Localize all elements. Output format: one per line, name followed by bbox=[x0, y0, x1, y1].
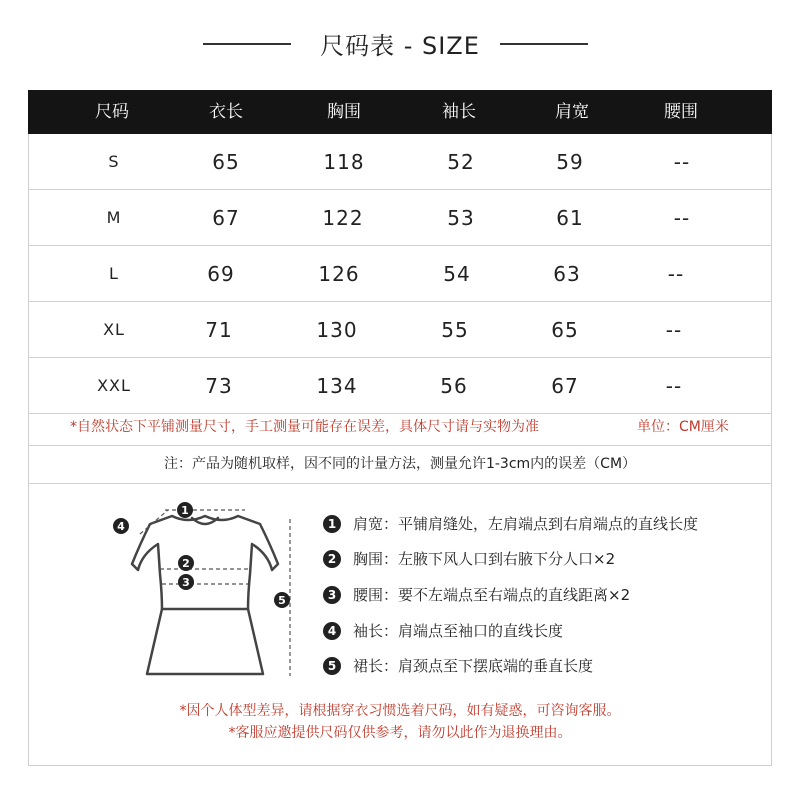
marker-3-label: 3 bbox=[182, 576, 190, 589]
legend-text-4: 袖长：肩端点至袖口的直线长度 bbox=[353, 622, 564, 640]
header-waist: 腰围 bbox=[664, 102, 698, 122]
diagram-marker-3 bbox=[178, 574, 194, 590]
legend-text-5: 裙长：肩颈点至下摆底端的垂直长度 bbox=[353, 657, 594, 675]
table-row bbox=[28, 134, 772, 190]
cell-waist: -- bbox=[665, 318, 683, 342]
diagram-marker-1 bbox=[177, 502, 193, 518]
unit-note: 单位：CM厘米 bbox=[637, 419, 729, 435]
title-bar bbox=[0, 22, 800, 66]
legend-number-1: 1 bbox=[323, 515, 341, 533]
legend-text-1: 肩宽：平铺肩缝处，左肩端点到右肩端点的直线长度 bbox=[353, 515, 699, 533]
title-divider-right bbox=[500, 43, 588, 45]
cell-length: 67 bbox=[212, 206, 240, 230]
cell-sleeve: 53 bbox=[447, 206, 475, 230]
cell-length: 73 bbox=[205, 374, 233, 398]
header-length: 衣长 bbox=[209, 102, 243, 122]
marker-1-label: 1 bbox=[181, 504, 189, 517]
cell-shoulder: 63 bbox=[553, 262, 581, 286]
measure-note-text: *自然状态下平铺测量尺寸，手工测量可能存在误差，具体尺寸请与实物为准 bbox=[70, 419, 539, 435]
cell-size: XXL bbox=[97, 376, 131, 395]
cell-length: 71 bbox=[205, 318, 233, 342]
cell-chest: 130 bbox=[316, 318, 358, 342]
legend-number-5: 5 bbox=[323, 657, 341, 675]
cell-chest: 126 bbox=[318, 262, 360, 286]
cell-size: XL bbox=[103, 320, 125, 339]
cell-waist: -- bbox=[673, 206, 691, 230]
cell-shoulder: 59 bbox=[556, 150, 584, 174]
legend-number-2: 2 bbox=[323, 550, 341, 568]
size-table-header bbox=[28, 90, 772, 134]
header-chest: 胸围 bbox=[327, 102, 361, 122]
legend-text-2: 胸围：左腋下风人口到右腋下分人口×2 bbox=[353, 550, 616, 568]
legend-text-3: 腰围：要不左端点至右端点的直线距离×2 bbox=[353, 586, 631, 604]
cell-waist: -- bbox=[667, 262, 685, 286]
cell-chest: 122 bbox=[322, 206, 364, 230]
cell-size: M bbox=[106, 208, 122, 227]
table-row bbox=[28, 358, 772, 414]
header-shoulder: 肩宽 bbox=[555, 102, 589, 122]
cell-chest: 118 bbox=[323, 150, 365, 174]
marker-2-label: 2 bbox=[182, 557, 190, 570]
sample-note: 注：产品为随机取样，因不同的计量方法，测量允许1-3cm内的误差（CM） bbox=[28, 446, 772, 484]
cell-sleeve: 55 bbox=[441, 318, 469, 342]
cell-length: 69 bbox=[207, 262, 235, 286]
diagram-marker-4 bbox=[113, 518, 129, 534]
header-sleeve: 袖长 bbox=[442, 102, 476, 122]
cell-chest: 134 bbox=[316, 374, 358, 398]
measure-note bbox=[28, 414, 772, 446]
cell-sleeve: 54 bbox=[443, 262, 471, 286]
footer-note-2: *客服应邀提供尺码仅供参考，请勿以此作为退换理由。 bbox=[228, 725, 572, 741]
table-row bbox=[28, 302, 772, 358]
dress-outline bbox=[132, 516, 278, 674]
marker-5-label: 5 bbox=[278, 594, 286, 607]
dress-measurement-diagram bbox=[100, 494, 310, 684]
cell-waist: -- bbox=[673, 150, 691, 174]
legend-number-4: 4 bbox=[323, 622, 341, 640]
cell-sleeve: 56 bbox=[440, 374, 468, 398]
marker-4-label: 4 bbox=[117, 520, 125, 533]
cell-shoulder: 61 bbox=[556, 206, 584, 230]
diagram-marker-2 bbox=[178, 555, 194, 571]
cell-sleeve: 52 bbox=[447, 150, 475, 174]
table-row bbox=[28, 246, 772, 302]
cell-length: 65 bbox=[212, 150, 240, 174]
cell-shoulder: 67 bbox=[551, 374, 579, 398]
legend-number-3: 3 bbox=[323, 586, 341, 604]
cell-size: S bbox=[108, 152, 120, 171]
header-size: 尺码 bbox=[95, 102, 129, 122]
cell-size: L bbox=[109, 264, 119, 283]
page-title: 尺码表 - SIZE bbox=[320, 32, 480, 60]
cell-waist: -- bbox=[665, 374, 683, 398]
cell-shoulder: 65 bbox=[551, 318, 579, 342]
diagram-marker-5 bbox=[274, 592, 290, 608]
footer-note-1: *因个人体型差异，请根据穿衣习惯选着尺码，如有疑惑，可咨询客服。 bbox=[179, 703, 621, 719]
table-row bbox=[28, 190, 772, 246]
